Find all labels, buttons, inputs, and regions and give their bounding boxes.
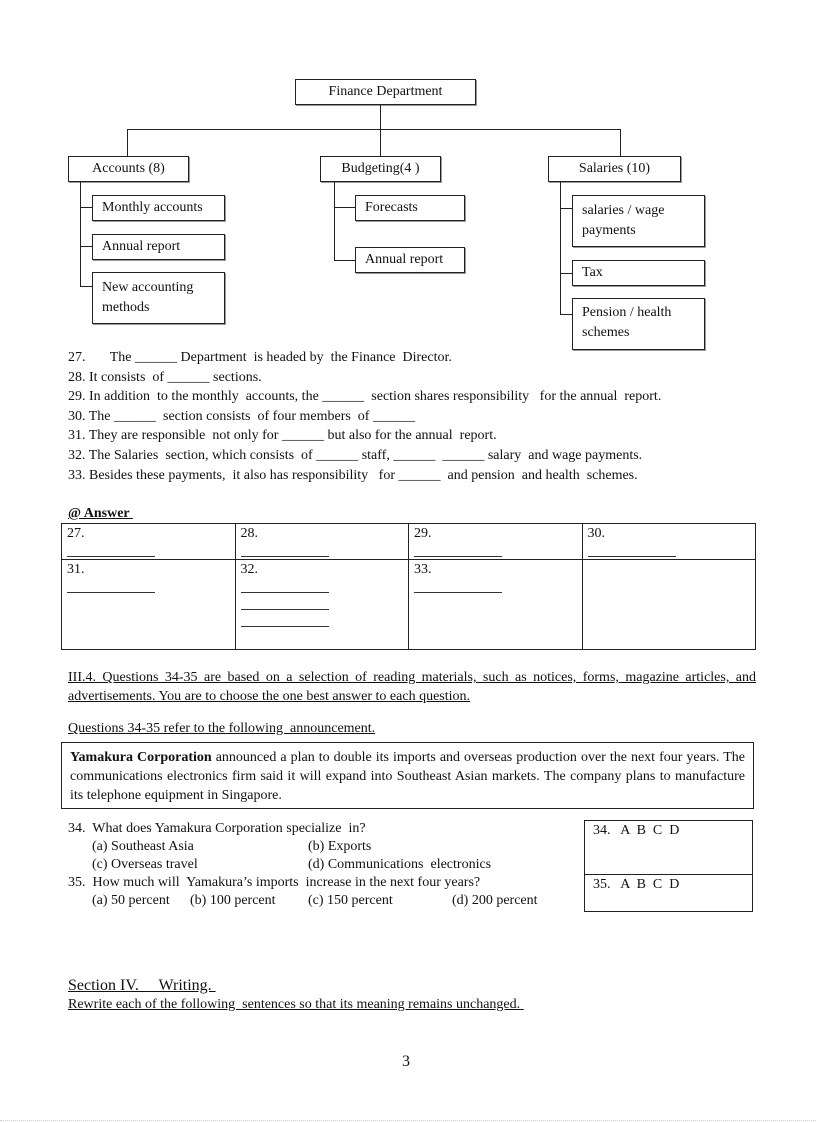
answer-cell-empty — [582, 560, 756, 650]
answer-cell-31[interactable] — [62, 560, 236, 650]
org-item — [92, 272, 225, 324]
question-31: 31. They are responsible not only for ______ but also for the annual report. — [68, 428, 497, 443]
section-iii4-instructions: III.4. Questions 34-35 are based on a selection of reading materials, such as notices, forms, magazine articles, and advertisements. You are to choose the one best answer to each question. — [68, 670, 756, 704]
announcement-box — [61, 742, 754, 809]
section-label: Salaries (10) — [578, 161, 651, 176]
answer-cell-32[interactable] — [235, 560, 409, 650]
section-iv-title: Section IV. Writing. — [68, 977, 216, 994]
connector — [80, 207, 92, 208]
item-label: Tax — [582, 265, 603, 280]
answer-cell-33[interactable] — [409, 560, 583, 650]
option-c[interactable]: (c) Overseas travel — [92, 857, 198, 872]
cell-label: 33. — [414, 562, 432, 577]
cell-label: 28. — [240, 526, 258, 541]
org-section-salaries — [548, 156, 681, 182]
page-bottom-border — [0, 1120, 816, 1121]
org-item — [355, 247, 465, 273]
connector — [80, 246, 92, 247]
connector — [620, 129, 621, 156]
option-c[interactable]: (c) 150 percent — [308, 893, 393, 908]
option-b[interactable]: (b) 100 percent — [190, 893, 276, 908]
answer-box-34[interactable]: 34. A B C D — [584, 820, 753, 875]
connector — [560, 273, 572, 274]
answer-blank[interactable] — [241, 610, 329, 627]
option-b[interactable]: (b) Exports — [308, 839, 372, 854]
connector — [560, 182, 561, 314]
answer-blank[interactable] — [241, 578, 329, 593]
section-label: Budgeting(4 ) — [341, 161, 420, 176]
org-item — [355, 195, 465, 221]
answer-blank[interactable] — [414, 578, 502, 593]
answer-blank[interactable] — [414, 542, 502, 557]
page-number: 3 — [402, 1053, 410, 1070]
org-section-accounts — [68, 156, 189, 182]
question-32: 32. The Salaries section, which consists of ______ staff, ______ ______ salary and wage payments. — [68, 448, 643, 463]
cell-label: 31. — [67, 562, 85, 577]
connector — [334, 182, 335, 260]
option-d[interactable]: (d) 200 percent — [452, 893, 538, 908]
item-label: salaries / wage payments — [582, 203, 665, 238]
announcement-text: announced a plan to double its imports and overseas production over the next four years. The communications electronics firm said it will expand into Southeast Asian markets. The company plans to manufacture its telephone equipment in Singapore. — [70, 750, 745, 803]
question-27: 27. The ______ Department is headed by the Finance Director. — [68, 350, 452, 365]
org-item — [92, 234, 225, 260]
org-item — [572, 298, 705, 350]
answer-cell-29[interactable] — [409, 524, 583, 560]
org-item — [572, 195, 705, 247]
answer-blank[interactable] — [241, 593, 329, 610]
connector — [380, 105, 381, 129]
connector — [80, 286, 92, 287]
answer-cell-27[interactable] — [62, 524, 236, 560]
item-label: Pension / health schemes — [582, 305, 672, 340]
answer-table — [61, 523, 756, 650]
answer-blank[interactable] — [67, 542, 155, 557]
question-stem: 34. What does Yamakura Corporation specialize in? — [68, 821, 366, 836]
answer-blank[interactable] — [67, 578, 155, 593]
cell-label: 32. — [240, 562, 258, 577]
answer-blank[interactable] — [241, 542, 329, 557]
org-item — [572, 260, 705, 286]
cell-label: 27. — [67, 526, 85, 541]
org-root-label: Finance Department — [328, 84, 443, 99]
connector — [80, 182, 81, 286]
item-label: Annual report — [365, 252, 444, 267]
cell-label: 30. — [587, 526, 605, 541]
announcement-company: Yamakura Corporation — [70, 750, 212, 765]
option-a[interactable]: (a) Southeast Asia — [92, 839, 194, 854]
question-33: 33. Besides these payments, it also has responsibility for ______ and pension and health schemes. — [68, 468, 638, 483]
question-28: 28. It consists of ______ sections. — [68, 370, 262, 385]
org-root-box — [295, 79, 476, 105]
connector — [334, 207, 355, 208]
answer-cell-30[interactable] — [582, 524, 756, 560]
answer-box-35[interactable]: 35. A B C D — [584, 874, 753, 912]
section-label: Accounts (8) — [92, 161, 165, 176]
org-section-budgeting — [320, 156, 441, 182]
question-30: 30. The ______ section consists of four members of ______ — [68, 409, 415, 424]
answer-cell-28[interactable] — [235, 524, 409, 560]
item-label: Forecasts — [365, 200, 418, 215]
refer-text: Questions 34-35 refer to the following announcement. — [68, 721, 376, 736]
connector — [127, 129, 128, 156]
connector — [560, 314, 572, 315]
option-a[interactable]: (a) 50 percent — [92, 893, 170, 908]
connector — [334, 260, 355, 261]
connector — [380, 129, 381, 156]
section-iv-instruction: Rewrite each of the following sentences so that its meaning remains unchanged. — [68, 997, 524, 1012]
connector — [560, 208, 572, 209]
answer-blank[interactable] — [588, 542, 676, 557]
cell-label: 29. — [414, 526, 432, 541]
question-stem: 35. How much will Yamakura’s imports increase in the next four years? — [68, 875, 481, 890]
option-d[interactable]: (d) Communications electronics — [308, 857, 492, 872]
item-label: New accounting methods — [102, 280, 194, 315]
item-label: Annual report — [102, 239, 181, 254]
question-29: 29. In addition to the monthly accounts, the ______ section shares responsibility for the annual report. — [68, 389, 662, 404]
answer-heading: @ Answer — [68, 506, 133, 521]
org-item — [92, 195, 225, 221]
item-label: Monthly accounts — [102, 200, 203, 215]
connector — [127, 129, 621, 130]
